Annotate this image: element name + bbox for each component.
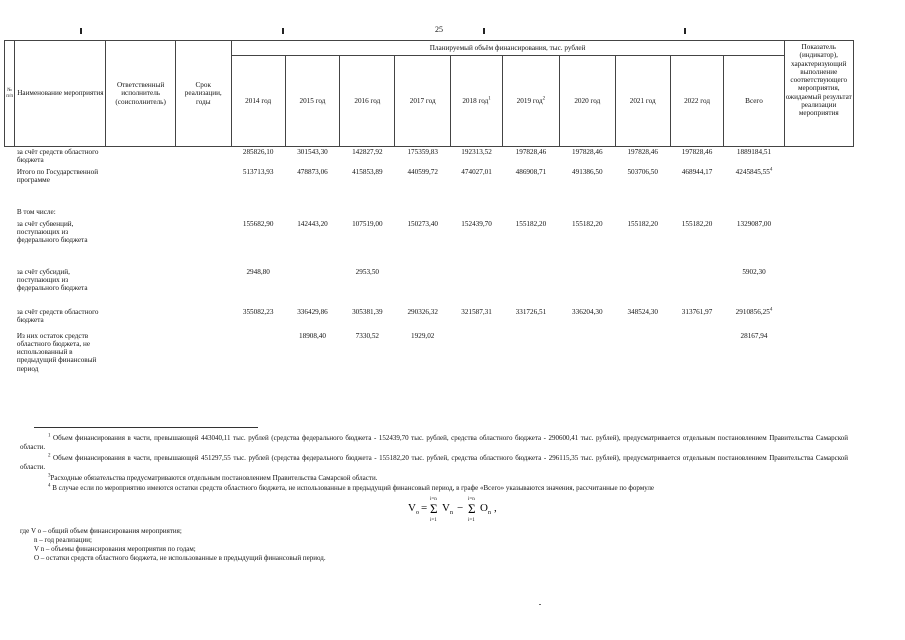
scan-mark [684, 28, 686, 34]
year-header: 2016 год [340, 56, 395, 147]
value-cell [340, 267, 395, 307]
cell-value: 440599,72 [407, 167, 438, 176]
row-no-cell [5, 167, 15, 207]
sum-top: i=n [468, 497, 475, 502]
footnote-separator [34, 427, 258, 428]
cell-value: 321587,31 [461, 307, 492, 316]
value-cell [285, 219, 340, 267]
year-header: 2015 год [285, 56, 340, 147]
indicator-cell [784, 267, 853, 307]
table-row [5, 207, 854, 219]
term-cell [175, 147, 231, 167]
total-formula [404, 495, 514, 523]
cell-value: 313761,97 [681, 307, 713, 316]
value-cell [285, 267, 340, 307]
footnote-ref: 1 [488, 96, 491, 102]
row-no-cell [5, 267, 15, 307]
sum-icon: Σ [468, 501, 476, 516]
cell-value: 197828,46 [572, 148, 603, 156]
legend-line: O – остатки средств областного бюджета, не использованные в предыдущий финансовый период. [34, 554, 326, 563]
financing-table [4, 40, 854, 391]
value-cell [285, 207, 340, 219]
total-cell [724, 331, 784, 391]
value-cell [285, 147, 340, 167]
value-cell [451, 267, 503, 307]
value-cell [451, 307, 503, 331]
footnote-mark: 2 [48, 453, 51, 459]
value-cell [502, 219, 559, 267]
executor-cell [106, 331, 175, 391]
value-cell [670, 307, 724, 331]
legend-line: V n – объемы финансирования мероприятия по годам; [34, 545, 196, 554]
term-cell [175, 219, 231, 267]
value-cell [231, 307, 285, 331]
scan-mark [80, 28, 82, 34]
total-cell [724, 167, 784, 207]
value-cell [285, 331, 340, 391]
indicator-cell [784, 219, 853, 267]
cell-value: 192313,52 [461, 148, 492, 156]
footnote-ref: 4 [769, 167, 773, 173]
value-cell [340, 307, 395, 331]
executor-cell [106, 207, 175, 219]
cell-value: 331726,51 [515, 307, 547, 316]
value-cell [615, 331, 670, 391]
cell-value: 513713,93 [242, 167, 274, 176]
row-name: Итого по Государственной программе [16, 167, 99, 184]
value-cell [559, 331, 615, 391]
value-cell [615, 147, 670, 167]
formula-lhs: V [408, 502, 416, 514]
cell-value: 468944,17 [681, 167, 713, 176]
cell-value: 175359,83 [407, 148, 438, 156]
legend-line: где V о – общий объем финансирования мероприятия; [20, 527, 182, 535]
cell-value: 305381,39 [352, 307, 383, 316]
cell-value: 197828,46 [515, 148, 547, 156]
term-cell [175, 207, 231, 219]
year-header: 2017 год [395, 56, 451, 147]
cell-value: 2910856,25 [735, 307, 770, 316]
formula-eq: = [421, 502, 428, 514]
row-no-cell [5, 147, 15, 167]
term-cell [175, 331, 231, 391]
table-row [5, 331, 854, 391]
executor-cell [106, 267, 175, 307]
value-cell [395, 147, 451, 167]
cell-value: 4245845,55 [735, 167, 770, 176]
term-cell [175, 307, 231, 331]
formula-o: O [480, 502, 488, 514]
planned-financing-header: Планируемый объём финансирования, тыс. рублей [231, 41, 784, 56]
cell-value: 1929,02 [411, 331, 435, 340]
value-cell [285, 307, 340, 331]
row-no-cell [5, 207, 15, 219]
table-row [5, 147, 854, 167]
cell-value: 2948,80 [246, 267, 270, 276]
footnote-text: Расходные обязательства предусматриваются отдельным постановлением Правительства Самарской области. [50, 474, 378, 482]
footnote-4 [20, 484, 848, 493]
col-executor-header: Ответственный исполнитель (соисполнитель) [106, 41, 175, 147]
year-header-2018 [451, 56, 503, 147]
executor-cell [106, 167, 175, 207]
value-cell [670, 207, 724, 219]
sum-icon: Σ [430, 501, 438, 516]
footnote-text: Объем финансирования в части, превышающей 443040,11 тыс. рублей (средства федерального бюджета - 152439,70 тыс. рублей, средства областного бюджета - 290600,41 тыс. рублей), предусматривается отдельным постановлением Правительства Самарской области. [20, 434, 848, 451]
total-cell [724, 267, 784, 307]
value-cell [615, 219, 670, 267]
page-number: 25 [435, 25, 443, 34]
row-name: за счёт средств областного бюджета [16, 307, 99, 324]
value-cell [670, 219, 724, 267]
value-cell [231, 207, 285, 219]
indicator-cell [784, 207, 853, 219]
value-cell [285, 167, 340, 207]
value-cell [615, 307, 670, 331]
indicator-cell [784, 307, 853, 331]
cell-value: 107519,00 [352, 219, 383, 228]
cell-value: 155182,20 [681, 219, 713, 228]
footnote-text: Объем финансирования в части, превышающей 451297,55 тыс. рублей (средства федерального бюджета - 155182,20 тыс. рублей, средства областного бюджета - 296115,35 тыс. рублей), предусматривается отдельным постановлением Правительства Самарской области. [20, 454, 848, 471]
cell-value: 301543,30 [297, 148, 328, 156]
indicator-cell [784, 147, 853, 167]
value-cell [395, 267, 451, 307]
sum-top: i=n [430, 497, 437, 502]
table-row [5, 307, 854, 331]
value-cell [451, 331, 503, 391]
cell-value: 336429,86 [297, 307, 328, 316]
footnote-ref: 4 [769, 307, 773, 313]
footnote-mark: 3 [48, 473, 51, 479]
total-cell [724, 147, 784, 167]
executor-cell [106, 219, 175, 267]
year-header: 2014 год [231, 56, 285, 147]
value-cell [502, 167, 559, 207]
cell-value: 336204,30 [572, 307, 603, 316]
row-no-cell [5, 219, 15, 267]
scan-mark [282, 28, 284, 34]
cell-value: 478873,06 [297, 167, 328, 176]
cell-value: 7330,52 [355, 331, 380, 340]
cell-value: 285826,10 [242, 148, 274, 156]
value-cell [395, 331, 451, 391]
cell-value: 197828,46 [681, 148, 713, 156]
formula-v: V [442, 502, 450, 514]
cell-value: 155182,20 [572, 219, 603, 228]
row-name: В том числе: [16, 207, 56, 216]
year-label: 2018 год [462, 96, 489, 105]
value-cell [340, 147, 395, 167]
cell-value: 1889184,51 [736, 148, 772, 156]
value-cell [559, 307, 615, 331]
cell-value: 155182,20 [515, 219, 547, 228]
year-header: 2022 год [670, 56, 724, 147]
formula-o-sub: n [488, 510, 491, 516]
year-header: 2020 год [559, 56, 615, 147]
footnote-ref: 2 [542, 96, 546, 102]
executor-cell [106, 307, 175, 331]
col-indicator-header: Показатель (индикатор), характеризующий выполнение соответствующего мероприятия, ожидаемый результат реализации мероприятия [784, 41, 853, 147]
term-cell [175, 267, 231, 307]
formula-v-sub: n [450, 510, 453, 516]
cell-value: 152439,70 [461, 219, 492, 228]
year-header-2019 [502, 56, 559, 147]
footnote-mark: 1 [48, 433, 51, 439]
cell-value: 503706,50 [627, 167, 658, 176]
value-cell [559, 167, 615, 207]
value-cell [395, 167, 451, 207]
scan-mark [483, 28, 485, 34]
value-cell [451, 167, 503, 207]
cell-value: 5902,30 [742, 267, 766, 276]
total-cell [724, 207, 784, 219]
sum-bottom: i=1 [430, 518, 437, 523]
value-cell [670, 167, 724, 207]
cell-value: 2953,50 [355, 267, 380, 276]
formula-legend [20, 527, 326, 563]
value-cell [502, 331, 559, 391]
cell-value: 150273,40 [407, 219, 438, 228]
value-cell [559, 207, 615, 219]
value-cell [670, 267, 724, 307]
cell-value: 348524,30 [627, 307, 658, 316]
value-cell [502, 147, 559, 167]
value-cell [231, 331, 285, 391]
cell-value: 1329087,00 [736, 219, 772, 228]
cell-value: 197828,46 [627, 148, 658, 156]
value-cell [559, 267, 615, 307]
cell-value: 142443,20 [297, 219, 328, 228]
col-name-header: Наименование мероприятия [15, 41, 106, 147]
value-cell [615, 267, 670, 307]
formula-minus: − [457, 502, 464, 514]
col-term-header: Срок реализации, годы [175, 41, 231, 147]
indicator-cell [784, 167, 853, 207]
col-no-header: № п/п [5, 41, 15, 147]
value-cell [395, 207, 451, 219]
cell-value: 415853,89 [352, 167, 383, 176]
value-cell [451, 219, 503, 267]
value-cell [451, 147, 503, 167]
value-cell [615, 167, 670, 207]
value-cell [502, 267, 559, 307]
row-no-cell [5, 307, 15, 331]
cell-value: 142827,92 [352, 148, 383, 156]
cell-value: 18908,40 [299, 331, 326, 340]
footnote-2 [20, 454, 848, 472]
value-cell [340, 167, 395, 207]
footnote-text: В случае если по мероприятию имеются остатки средств областного бюджета, не использованные в предыдущий финансовый период, в графе «Всего» указываются значения, рассчитанные по формуле [52, 484, 655, 492]
value-cell [395, 219, 451, 267]
sum-bottom: i=1 [468, 518, 475, 523]
legend-line: n – год реализации; [34, 536, 92, 545]
footnote-mark: 4 [48, 483, 51, 489]
value-cell [502, 307, 559, 331]
executor-cell [106, 147, 175, 167]
value-cell [451, 207, 503, 219]
term-cell [175, 167, 231, 207]
cell-value: 155182,20 [627, 219, 658, 228]
row-name: за счёт субвенций, поступающих из федерального бюджета [16, 219, 88, 245]
value-cell [559, 147, 615, 167]
cell-value: 355082,23 [242, 307, 274, 316]
year-label: 2019 год [516, 96, 543, 105]
total-header: Всего [724, 56, 784, 147]
year-header: 2021 год [615, 56, 670, 147]
row-no-cell [5, 331, 15, 391]
value-cell [502, 207, 559, 219]
value-cell [670, 147, 724, 167]
indicator-cell [784, 331, 853, 391]
cell-value: 486908,71 [515, 167, 547, 176]
table-row [5, 167, 854, 207]
value-cell [340, 219, 395, 267]
table-row [5, 219, 854, 267]
cell-value: 290326,32 [407, 307, 438, 316]
cell-value: 28167,94 [740, 331, 768, 340]
footnote-1 [20, 434, 848, 452]
row-name: Из них остаток средств областного бюджета, не использованный в предыдущий финансовый период [16, 331, 97, 373]
value-cell [231, 147, 285, 167]
total-cell [724, 307, 784, 331]
value-cell [231, 167, 285, 207]
row-name: за счёт средств областного бюджета [16, 148, 99, 165]
value-cell [395, 307, 451, 331]
value-cell [559, 219, 615, 267]
value-cell [231, 219, 285, 267]
value-cell [615, 207, 670, 219]
formula-end: , [494, 502, 497, 514]
row-name: за счёт субсидий, поступающих из федерального бюджета [16, 267, 88, 293]
value-cell [670, 331, 724, 391]
value-cell [340, 207, 395, 219]
total-cell [724, 219, 784, 267]
cell-value: 491386,50 [572, 167, 603, 176]
scan-speck [539, 604, 541, 605]
value-cell [340, 331, 395, 391]
footnote-3 [20, 474, 848, 483]
cell-value: 155682,90 [242, 219, 274, 228]
table-row [5, 267, 854, 307]
value-cell [231, 267, 285, 307]
formula-lhs-sub: о [416, 510, 419, 516]
cell-value: 474027,01 [461, 167, 492, 176]
